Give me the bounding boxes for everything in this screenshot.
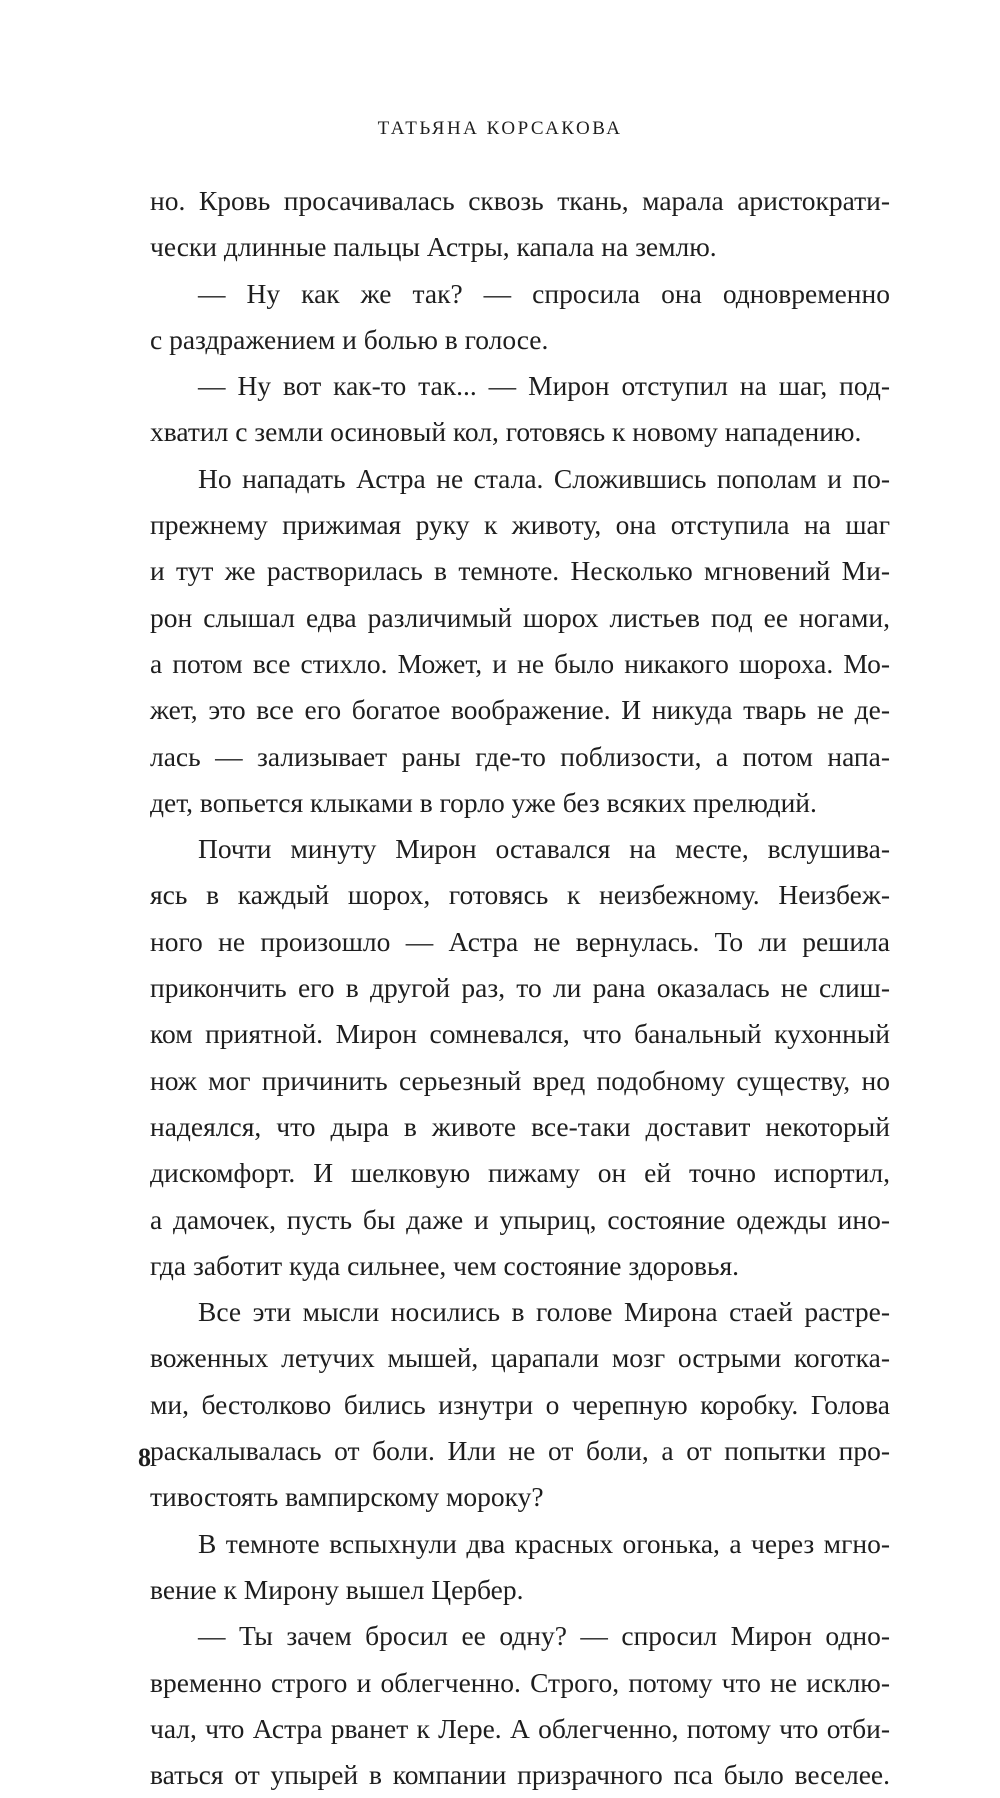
text-line: дискомфорт. И шелковую пижаму он ей точно испортил, bbox=[150, 1157, 890, 1189]
text-line: прикончить его в другой раз, то ли рана оказалась не слиш- bbox=[150, 972, 890, 1004]
text-line: — Ну вот как-то так... — Мирон отступил на шаг, под- bbox=[198, 370, 890, 402]
text-line: ваться от упырей в компании призрачного пса было веселее. bbox=[150, 1759, 890, 1791]
text-line: временно строго и облегченно. Строго, потому что не исклю- bbox=[150, 1666, 890, 1698]
text-line: ного не произошло — Астра не вернулась. То ли решила bbox=[150, 925, 890, 957]
text-line: с раздражением и болью в голосе. bbox=[150, 323, 549, 355]
text-line: раскалывалась от боли. Или не от боли, а от попытки про- bbox=[150, 1435, 890, 1467]
text-line: надеялся, что дыра в животе все-таки доставит некоторый bbox=[150, 1110, 890, 1142]
text-line: но. Кровь просачивалась сквозь ткань, марала аристократи- bbox=[150, 185, 890, 216]
text-line: и тут же растворилась в темноте. Несколько мгновений Ми- bbox=[150, 555, 890, 587]
text-line: — Ну как же так? — спросила она одновременно bbox=[198, 277, 890, 309]
text-line: прежнему прижимая руку к животу, она отступила на шаг bbox=[150, 509, 890, 541]
text-line: а потом все стихло. Может, и не было никакого шороха. Мо- bbox=[150, 647, 890, 679]
text-line: — Ты зачем бросил ее одну? — спросил Мирон одно- bbox=[198, 1620, 890, 1652]
text-line: ми, бестолково бились изнутри о черепную коробку. Голова bbox=[150, 1388, 890, 1420]
text-line: воженных летучих мышей, царапали мозг острыми коготка- bbox=[150, 1342, 890, 1374]
text-line: тивостоять вампирскому мороку? bbox=[150, 1481, 544, 1513]
text-line: жет, это все его богатое воображение. И никуда тварь не де- bbox=[150, 694, 890, 726]
text-line: Но нападать Астра не стала. Сложившись пополам и по- bbox=[198, 462, 890, 494]
text-line: хватил с земли осиновый кол, готовясь к новому нападению. bbox=[150, 416, 862, 448]
text-line: дет, вопьется клыками в горло уже без всяких прелюдий. bbox=[150, 786, 817, 818]
page-number: 8 bbox=[138, 1443, 151, 1472]
text-line: гда заботит куда сильнее, чем состояние здоровья. bbox=[150, 1249, 740, 1281]
text-line: Все эти мысли носились в голове Мирона стаей растре- bbox=[198, 1296, 890, 1328]
text-line: а дамочек, пусть бы даже и упыриц, состояние одежды ино- bbox=[150, 1203, 890, 1235]
text-line: чески длинные пальцы Астры, капала на землю. bbox=[150, 231, 717, 263]
running-head: ТАТЬЯНА КОРСАКОВА bbox=[377, 118, 623, 139]
text-line: Почти минуту Мирон оставался на месте, вслушива- bbox=[198, 833, 890, 865]
text-line: В темноте вспыхнули два красных огонька, а через мгно- bbox=[198, 1527, 890, 1559]
text-line: вение к Мирону вышел Цербер. bbox=[150, 1573, 524, 1605]
text-line: чал, что Астра рванет к Лере. А облегченно, потому что отби- bbox=[150, 1712, 890, 1744]
text-line: ясь в каждый шорох, готовясь к неизбежному. Неизбеж- bbox=[150, 879, 890, 911]
text-line: лась — зализывает раны где-то поблизости, а потом напа- bbox=[150, 740, 890, 772]
text-line: рон слышал едва различимый шорох листьев под ее ногами, bbox=[150, 601, 890, 633]
text-line: ком приятной. Мирон сомневался, что банальный кухонный bbox=[150, 1018, 890, 1050]
body-text bbox=[150, 178, 890, 1798]
text-line: нож мог причинить серьезный вред подобному существу, но bbox=[150, 1064, 890, 1096]
